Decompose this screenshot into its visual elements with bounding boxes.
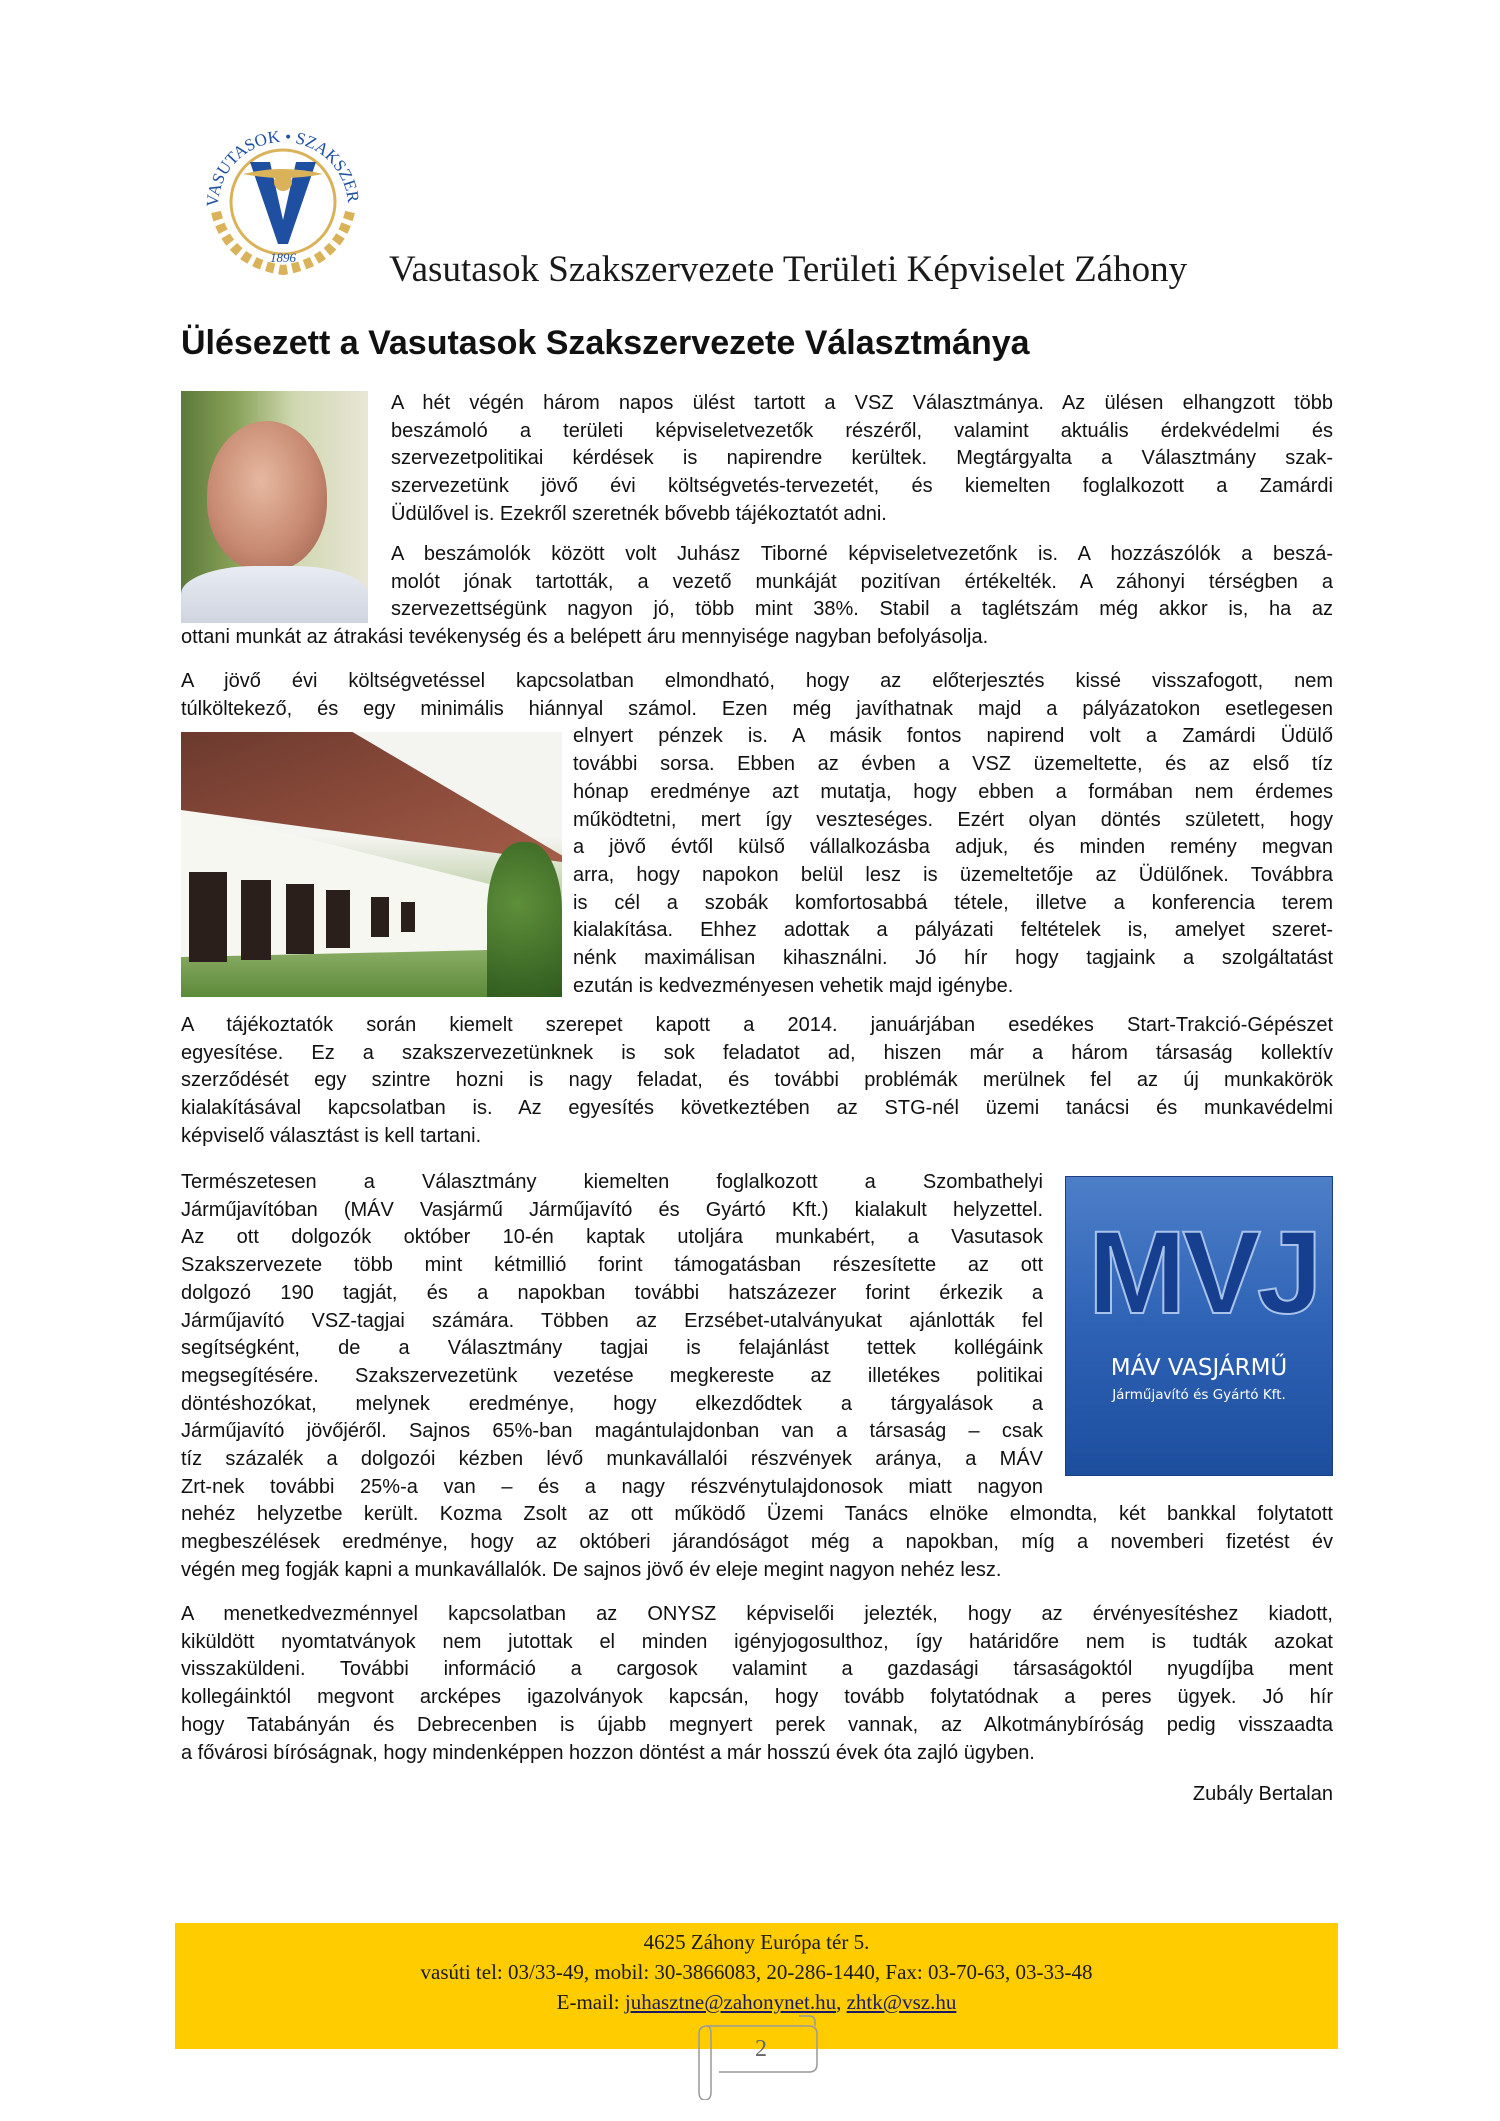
footer-phones: vasúti tel: 03/33-49, mobil: 30-3866083, 20-286-1440, Fax: 03-70-63, 03-33-48 — [420, 1960, 1093, 1984]
paragraph-line: Járműjavítóban (MÁV Vasjármű Járműjavító és Gyártó Kft.) kialakult helyzettel. — [181, 1198, 1043, 1221]
paragraph-line: Szakszervezete több mint kétmillió forint támogatásban részesítette az ott — [181, 1254, 1043, 1277]
paragraph-line: döntéshozókat, melynek eredménye, hogy elkezdődtek a tárgyalások a — [181, 1392, 1043, 1415]
paragraph-line: molót jónak tartották, a vezető munkáját pozitívan értékelték. A záhonyi térségben a — [391, 570, 1333, 593]
paragraph-line: beszámoló a területi képviseletvezetők részéről, valamint aktuális érdekvédelmi és — [391, 419, 1333, 442]
paragraph-line: kialakításával kapcsolatban is. Az egyesítés következtében az STG-nél üzemi tanácsi és munkavédelmi — [181, 1097, 1333, 1120]
mvj-logo — [1065, 1176, 1333, 1476]
paragraph-line: a jövő évtől külső vállalkozásba adjuk, és minden remény megvan — [573, 836, 1333, 859]
mvj-letters: MVJ — [1088, 1207, 1319, 1339]
paragraph-line: A jövő évi költségvetéssel kapcsolatban elmondható, hogy az előterjesztés kissé visszafogott, nem — [181, 670, 1333, 692]
paragraph-line: Üdülővel is. Ezekről szeretnék bővebb tájékoztatót adni. — [391, 502, 887, 525]
author-signature: Zubály Bertalan — [1192, 1783, 1333, 1805]
paragraph-line: arra, hogy napokon belül lesz is üzemeltetője az Üdülőnek. Továbbra — [573, 863, 1333, 886]
paragraph-line: végén meg fogják kapni a munkavállalók. De sajnos jövő év eleje megint nagyon nehéz lesz. — [181, 1558, 1002, 1581]
paragraph-line: A hét végén három napos ülést tartott a VSZ Választmánya. Az ülésen elhangzott több — [391, 392, 1333, 414]
paragraph-line: a fővárosi bíróságnak, hogy mindenképpen hozzon döntést a már hosszú évek óta zajló ügyben. — [181, 1741, 1035, 1764]
paragraph-line: kollegáinktól megvont arcképes igazolványok kapcsán, hogy tovább folytatódnak a peres ügyek. Jó hír — [181, 1686, 1333, 1709]
paragraph-line: szervezettségünk nagyon jó, több mint 38%. Stabil a taglétszám még akkor is, ha az — [391, 598, 1333, 621]
email-label: E-mail: — [556, 1990, 620, 2014]
paragraph-line: képviselő választást is kell tartani. — [181, 1124, 482, 1147]
article-title: Ülésezett a Vasutasok Szakszervezete Választmánya — [181, 324, 1030, 362]
paragraph-line: további sorsa. Ebben az évben a VSZ üzemeltette, és az első tíz — [573, 753, 1333, 776]
paragraph-line: egyesítése. Ez a szakszervezetünknek is sok feladatot ad, hiszen már a három társaság kollektív — [181, 1041, 1333, 1064]
paragraph-line: Járműjavító VSZ-tagjai számára. Többen az Erzsébet-utalványukat ajánlották fel — [181, 1309, 1043, 1332]
resort-building-photo — [181, 732, 562, 997]
email-link-juhasztne[interactable]: juhasztne@zahonynet.hu — [624, 1990, 837, 2014]
paragraph-line: is cél a szobák komfortosabbá tétele, illetve a konferencia terem — [573, 891, 1333, 914]
email-link-zhtk[interactable]: zhtk@vsz.hu — [846, 1990, 957, 2014]
paragraph-line: A menetkedvezménnyel kapcsolatban az ONYSZ képviselői jelezték, hogy az érvényesítéshez kiadott, — [181, 1603, 1333, 1625]
paragraph-line: tíz százalék a dolgozói kézben lévő munkavállalói részvények aránya, a MÁV — [181, 1448, 1043, 1470]
email-separator: , — [836, 1990, 842, 2014]
paragraph-line: hogy Tatabányán és Debrecenben is újabb megnyert perek vannak, az Alkotmánybíróság pedig visszaadta — [181, 1713, 1333, 1736]
page-number-scroll — [689, 2012, 825, 2100]
paragraph-line: segítségként, de a Választmány tagjai is felajánlást tettek kollégáink — [181, 1337, 1043, 1360]
paragraph-line: elnyert pénzek is. A másik fontos napirend volt a Zamárdi Üdülő — [573, 725, 1333, 748]
paragraph-line: kialakítása. Ehhez adottak a pályázati feltételek is, amelyet szeret- — [573, 919, 1333, 942]
paragraph-line: ezután is kedvezményesen vehetik majd igénybe. — [573, 974, 1014, 997]
paragraph-line: Természetesen a Választmány kiemelten foglalkozott a Szombathelyi — [181, 1171, 1043, 1193]
union-logo — [188, 112, 378, 277]
paragraph-line: hónap eredménye azt mutatja, hogy ebben a formában nem érdemes — [573, 780, 1333, 803]
paragraph-line: nénk maximálisan kihasználni. Jó hír hogy tagjaink a szolgáltatást — [573, 947, 1333, 969]
paragraph-line: ottani munkát az átrakási tevékenység és a belépett áru mennyisége nagyban befolyásolja. — [181, 626, 989, 649]
paragraph-line: Zrt-nek további 25%-a van – és a nagy részvénytulajdonosok miatt nagyon — [181, 1475, 1043, 1498]
paragraph-line: A tájékoztatók során kiemelt szerepet kapott a 2014. januárjában esedékes Start-Trakció-Gépészet — [181, 1014, 1333, 1036]
logo-ring-text: VASUTASOK • SZAKSZER — [202, 126, 363, 208]
paragraph-line: túlköltekező, és egy minimális hiánnyal számol. Ezen még javíthatnak majd a pályázatokon esetlegesen — [181, 697, 1333, 720]
paragraph-line: szervezetpolitikai kérdések is napirendre kerültek. Megtárgyalta a Választmány szak- — [391, 447, 1333, 470]
portrait-photo — [181, 391, 368, 623]
paragraph-line: szerződését egy szintre hozni is nagy feladat, és további problémák merülnek fel az új munkakörök — [181, 1069, 1333, 1092]
paragraph-line: Az ott dolgozók október 10-én kaptak utoljára munkabért, a Vasutasok — [181, 1226, 1043, 1249]
paragraph-line: dolgozó 190 tagját, és a napokban további hatszázezer forint érkezik a — [181, 1281, 1043, 1304]
paragraph-line: Járműjavító jövőjéről. Sajnos 65%-ban magántulajdonban van a társaság – csak — [181, 1420, 1043, 1443]
organization-name: Vasutasok Szakszervezete Területi Képviselet Záhony — [389, 249, 1188, 290]
footer-address: 4625 Záhony Európa tér 5. — [643, 1930, 870, 1954]
paragraph-line: kiküldött nyomtatványok nem jutottak el minden igényjogosulthoz, így határidőre nem is tudták azokat — [181, 1630, 1333, 1653]
paragraph-line: nehéz helyzetbe került. Kozma Zsolt az ott működő Üzemi Tanács elnöke elmondta, két bankkal folytatott — [181, 1503, 1333, 1526]
paragraph-line: megsegítésére. Szakszervezetünk vezetése megkereste az illetékes politikai — [181, 1364, 1043, 1387]
mvj-name: MÁV VASJÁRMŰ — [1110, 1355, 1288, 1381]
page-number: 2 — [755, 2036, 767, 2062]
paragraph-line: megbeszélések eredménye, hogy az októberi járandóságot még a napokban, míg a novemberi fizetést év — [181, 1531, 1333, 1554]
mvj-subtitle: Járműjavító és Gyártó Kft. — [1112, 1387, 1286, 1403]
paragraph-line: visszaküldeni. További információ a cargosok valamint a gazdasági társaságoktól nyugdíjba ment — [181, 1658, 1333, 1681]
paragraph-line: szervezetünk jövő évi költségvetés-tervezetét, és kiemelten foglalkozott a Zamárdi — [391, 475, 1333, 498]
paragraph-line: A beszámolók között volt Juhász Tiborné képviseletvezetőnk is. A hozzászólók a beszá- — [391, 543, 1333, 565]
paragraph-line: működtetni, mert így veszteséges. Ezért olyan döntés született, hogy — [573, 808, 1333, 831]
logo-year: 1896 — [270, 250, 296, 265]
